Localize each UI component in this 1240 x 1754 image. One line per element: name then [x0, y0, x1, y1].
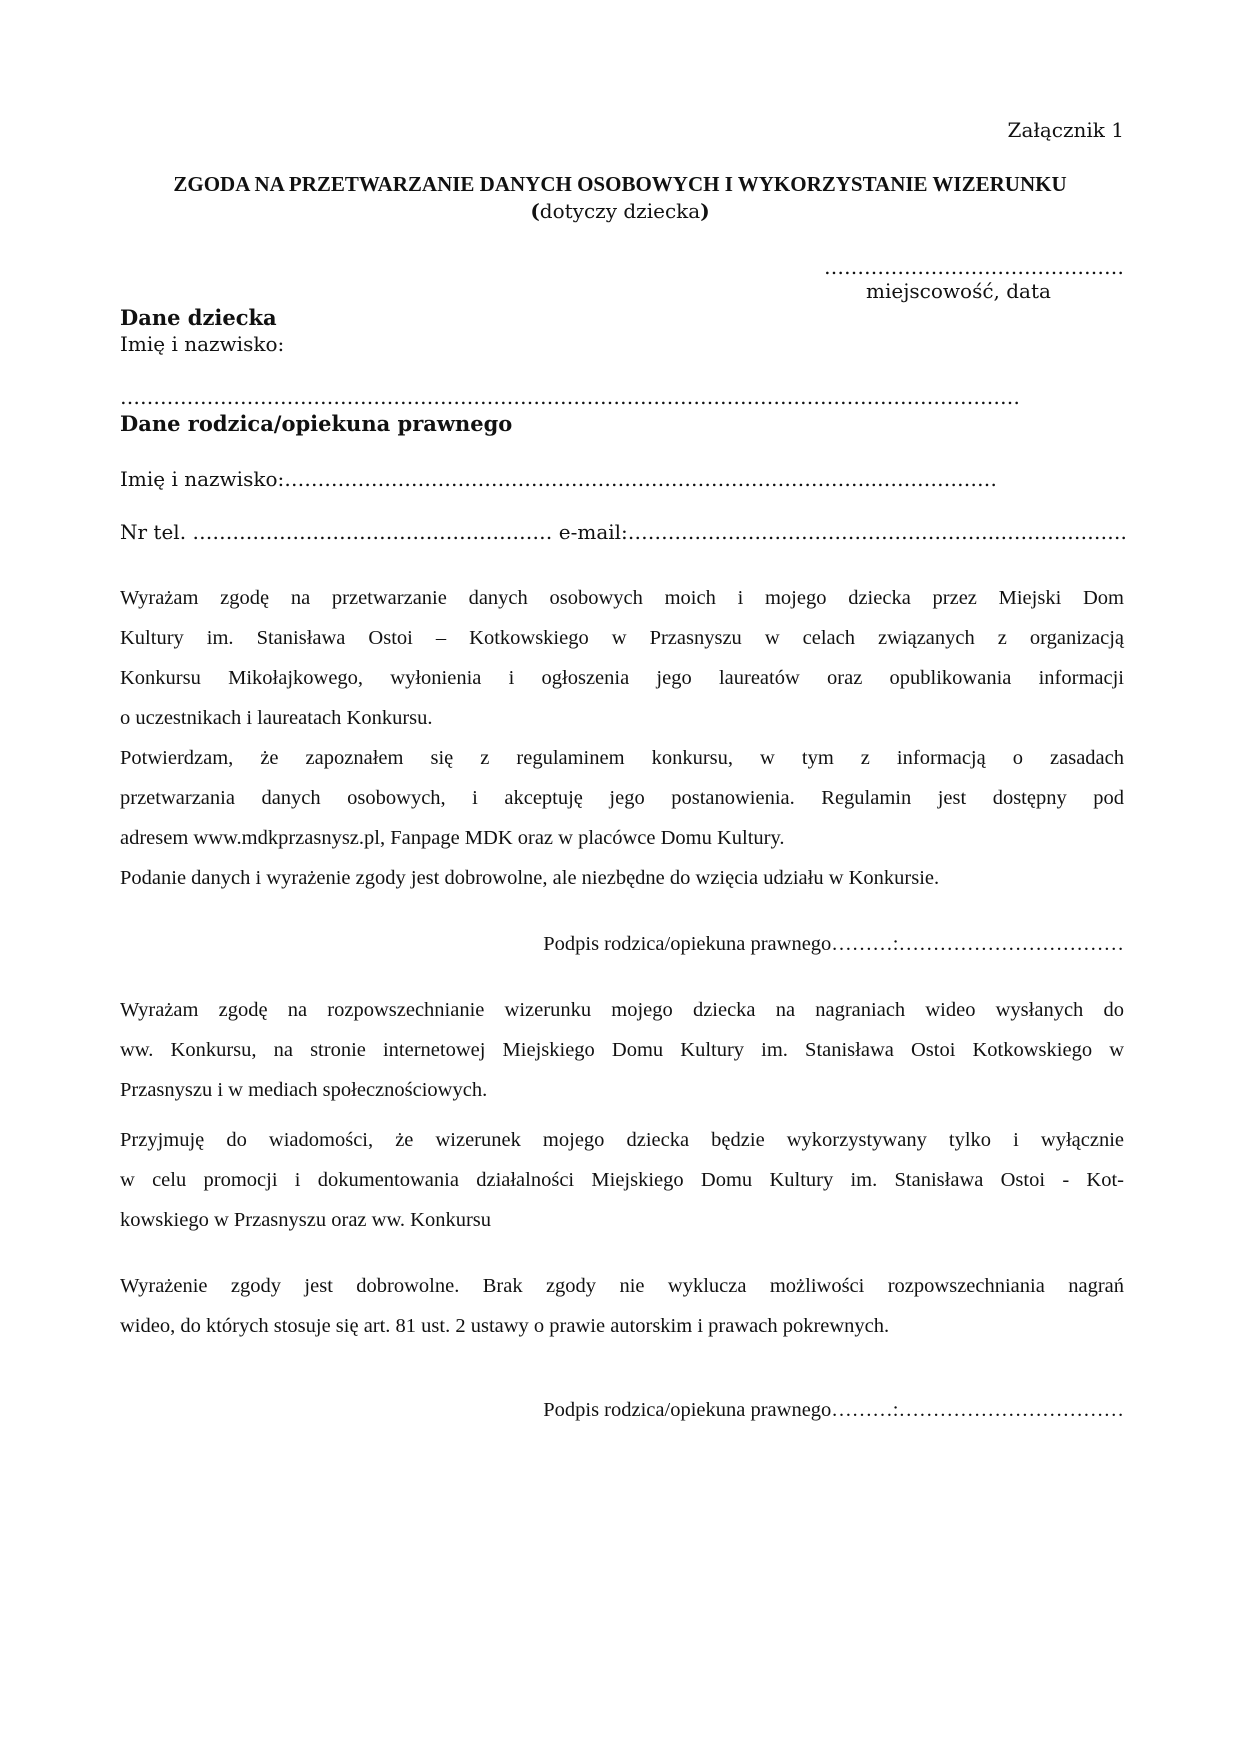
attachment-label: Załącznik 1	[1007, 118, 1124, 142]
consent-line: Wyrażenie zgody jest dobrowolne. Brak zgody nie wyklucza możliwości rozpowszechniania nagrań	[120, 1275, 1124, 1297]
consent-line: w celu promocji i dokumentowania działalności Miejskiego Domu Kultury im. Stanisława Ostoi - Kot-	[120, 1169, 1124, 1191]
consent-line: ww. Konkursu, na stronie internetowej Miejskiego Domu Kultury im. Stanisława Ostoi Kotkowskiego w	[120, 1039, 1124, 1061]
parent-name-field[interactable]: Imię i nazwisko:……………………………………………………………………………..………………	[120, 467, 997, 491]
signature-field-1[interactable]: Podpis rodzica/opiekuna prawnego………:……………………………	[543, 933, 1124, 955]
consent-line: o uczestnikach i laureatach Konkursu.	[120, 707, 433, 729]
parent-heading: Dane rodzica/opiekuna prawnego	[120, 411, 513, 436]
child-name-label: Imię i nazwisko:	[120, 332, 285, 356]
consent-line: kowskiego w Przasnyszu oraz ww. Konkursu	[120, 1209, 492, 1231]
consent-line: wideo, do których stosuje się art. 81 ust. 2 ustawy o prawie autorskim i prawach pokrewnych.	[120, 1315, 890, 1337]
place-date-field[interactable]: ………………………………………	[824, 255, 1124, 279]
consent-line: Konkursu Mikołajkowego, wyłonienia i ogłoszenia jego laureatów oraz opublikowania informacji	[120, 667, 1124, 689]
consent-line: adresem www.mdkprzasnysz.pl, Fanpage MDK oraz w placówce Domu Kultury.	[120, 827, 785, 849]
signature-field-2[interactable]: Podpis rodzica/opiekuna prawnego………:……………………………	[543, 1399, 1124, 1421]
consent-line: Kultury im. Stanisława Ostoi – Kotkowskiego w Przasnyszu w celach związanych z organizacją	[120, 627, 1124, 649]
place-date-label: miejscowość, data	[866, 279, 1051, 303]
consent-line: Wyrażam zgodę na rozpowszechnianie wizerunku mojego dziecka na nagraniach wideo wysłanych do	[120, 999, 1124, 1021]
subtitle-text: dotyczy dziecka	[539, 199, 701, 223]
image-usage-paragraph	[120, 1120, 1124, 1240]
consent-line: Potwierdzam, że zapoznałem się z regulaminem konkursu, w tym z informacją o zasadach	[120, 747, 1124, 769]
data-processing-consent	[120, 578, 1124, 898]
voluntary-consent-paragraph	[120, 1266, 1124, 1346]
consent-line: Przyjmuję do wiadomości, że wizerunek mojego dziecka będzie wykorzystywany tylko i wyłącznie	[120, 1129, 1124, 1151]
image-consent-paragraph	[120, 990, 1124, 1110]
child-name-field[interactable]: ………………………………………………………………………………………………………………………	[120, 385, 1020, 409]
document-title: ZGODA NA PRZETWARZANIE DANYCH OSOBOWYCH I WYKORZYSTANIE WIZERUNKU	[173, 172, 1067, 196]
consent-line: Wyrażam zgodę na przetwarzanie danych osobowych moich i mojego dziecka przez Miejski Dom	[120, 587, 1124, 609]
consent-line: Podanie danych i wyrażenie zgody jest dobrowolne, ale niezbędne do wzięcia udziału w Konkursie.	[120, 867, 940, 889]
child-heading: Dane dziecka	[120, 305, 277, 330]
consent-line: przetwarzania danych osobowych, i akceptuję jego postanowienia. Regulamin jest dostępny pod	[120, 787, 1124, 809]
consent-line: Przasnyszu i w mediach społecznościowych.	[120, 1079, 488, 1101]
parent-contact-field[interactable]: Nr tel. ……………………………………………… e-mail:………………………………………………..……………….	[120, 520, 1127, 544]
document-subtitle: (dotyczy dziecka)	[530, 199, 710, 223]
